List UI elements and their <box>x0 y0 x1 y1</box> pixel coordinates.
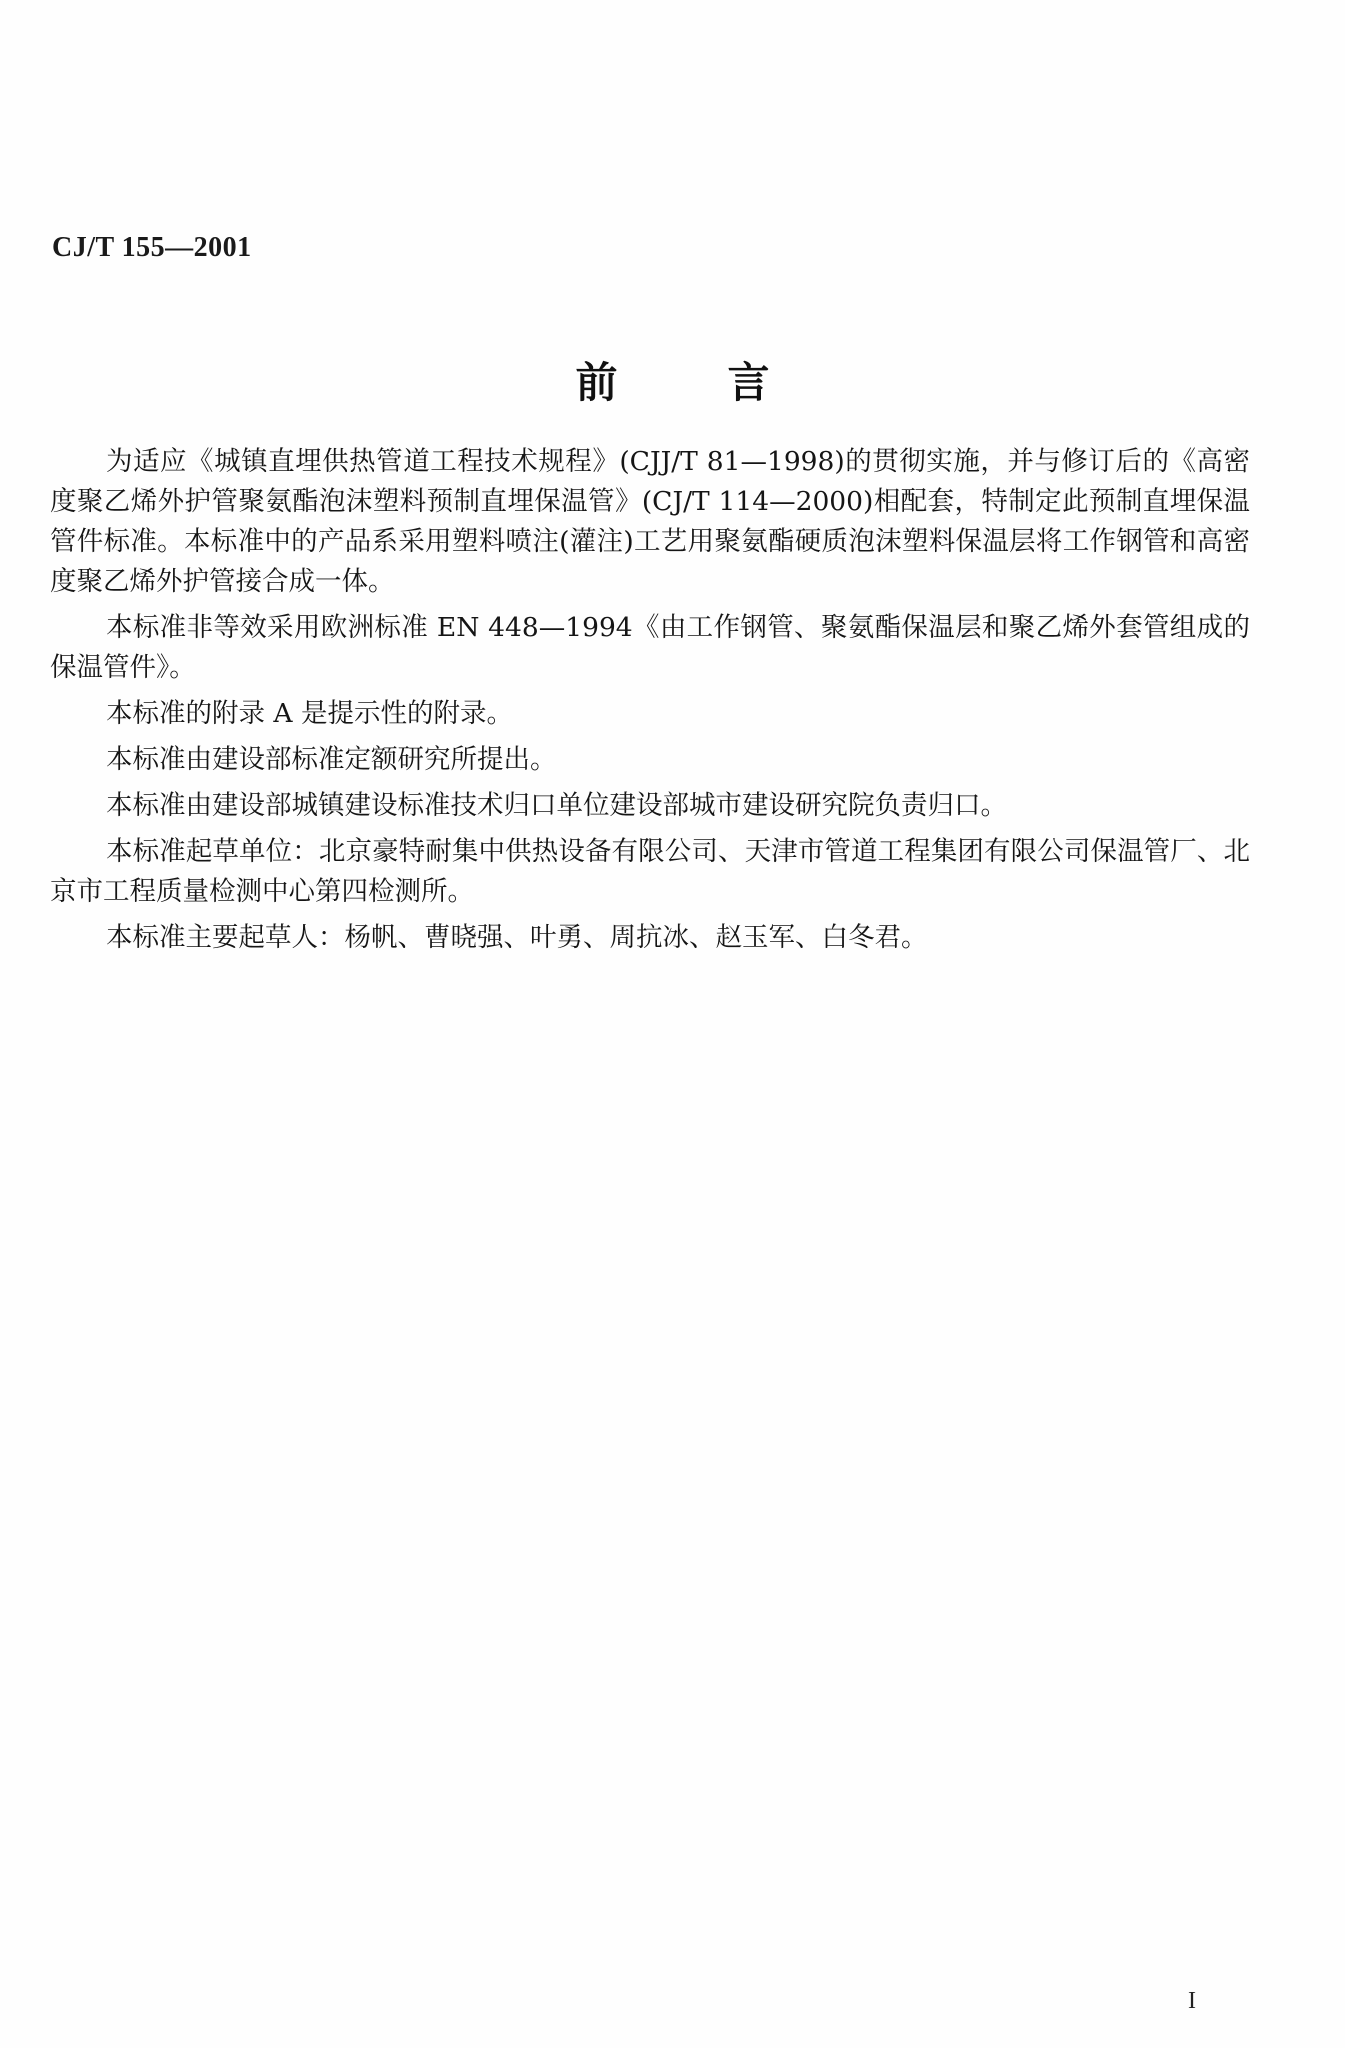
page-title: 前言 <box>575 358 880 407</box>
paragraph: 本标准非等效采用欧洲标准 EN 448—1994《由工作钢管、聚氨酯保温层和聚乙烯外套管组成的保温管件》。 <box>50 612 1250 683</box>
page-number: I <box>1188 1988 1196 2014</box>
paragraph: 本标准由建设部城镇建设标准技术归口单位建设部城市建设研究院负责归口。 <box>106 790 1007 821</box>
paragraph: 为适应《城镇直埋供热管道工程技术规程》(CJJ/T 81—1998)的贯彻实施，并与修订后的《高密度聚乙烯外护管聚氨酯泡沫塑料预制直埋保温管》(CJ/T 114—2000)相配套，特制定此预制直埋保温管件标准。本标准中的产品系采用塑料喷注(灌注)工艺用聚氨酯硬质泡沫塑料保温层将工作钢管和高密度聚乙烯外护管接合成一体。 <box>50 446 1250 597</box>
paragraph: 本标准的附录 A 是提示性的附录。 <box>106 698 513 729</box>
paragraph: 本标准主要起草人：杨帆、曹晓强、叶勇、周抗冰、赵玉军、白冬君。 <box>106 922 928 953</box>
paragraph: 本标准由建设部标准定额研究所提出。 <box>106 744 557 775</box>
paragraph: 本标准起草单位：北京豪特耐集中供热设备有限公司、天津市管道工程集团有限公司保温管厂、北京市工程质量检测中心第四检测所。 <box>50 836 1250 907</box>
standard-code: CJ/T 155—2001 <box>52 232 252 263</box>
preface-body <box>50 442 1250 964</box>
